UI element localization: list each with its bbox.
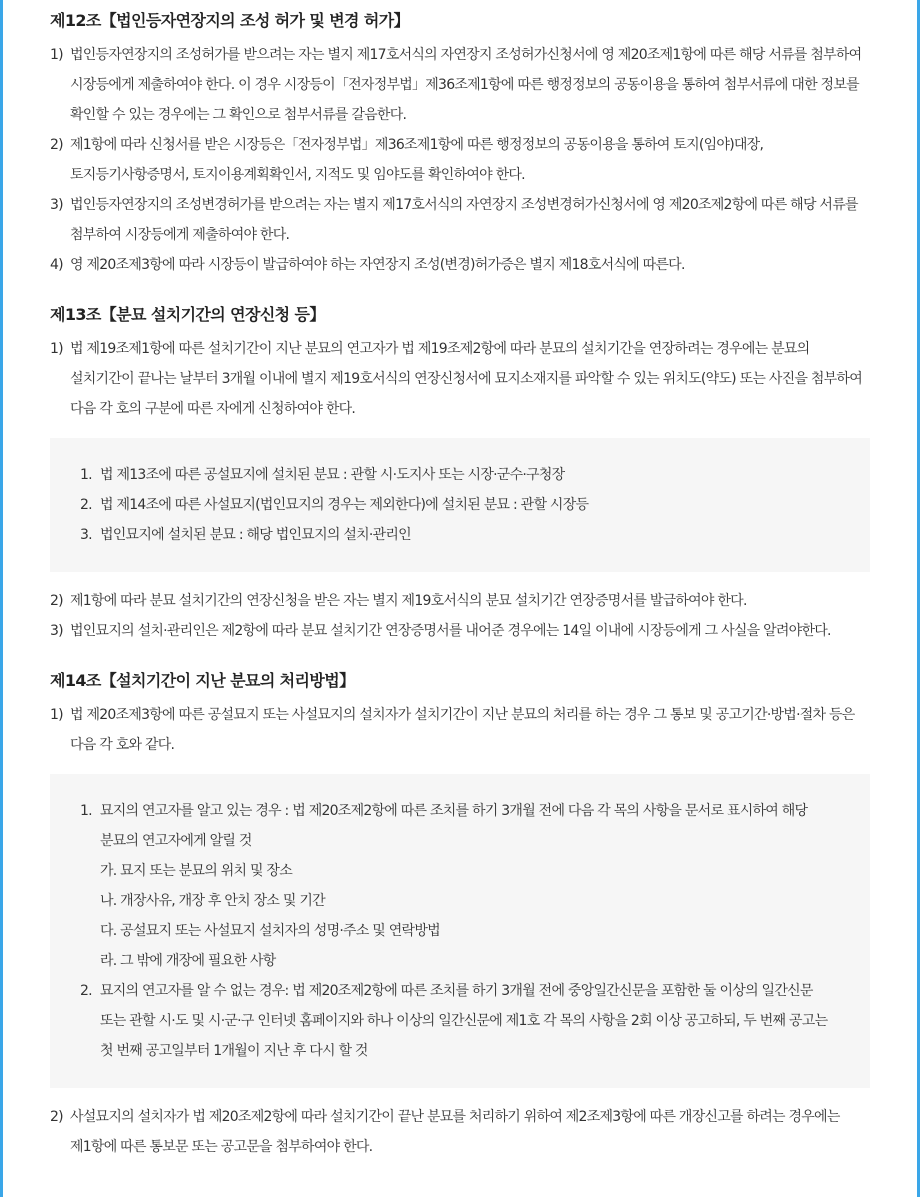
article-14-para-2: 2) 사설묘지의 설치자가 법 제20조제2항에 따라 설치기간이 끝난 분묘를 처리하기 위하여 제2조제3항에 따른 개장신고를 하려는 경우에는 제1항에 따른 통보문 또는 공고문을 첨부하여야 한다.: [50, 1109, 840, 1155]
list-item-text: 묘지의 연고자를 알고 있는 경우 : 법 제20조제2항에 따른 조치를 하기 3개월 전에 다음 각 목의 사항을 문서로 표시하여 해당 분묘의 연고자에게 알릴 것: [100, 803, 808, 849]
article-14-title: 제14조【설치기간이 지난 분묘의 처리방법】: [50, 671, 355, 690]
article-13: [50, 304, 870, 646]
sub-item: 라. 그 밖에 개장에 필요한 사항: [100, 953, 276, 969]
article-12-para-2: 2) 제1항에 따라 신청서를 받은 시장등은「전자정부법」제36조제1항에 따른 행정정보의 공동이용을 통하여 토지(임야)대장, 토지등기사항증명서, 토지이용계획확인서, 지적도 및 임야도를 확인하여야 한다.: [50, 137, 764, 183]
article-13-title: 제13조【분묘 설치기간의 연장신청 등】: [50, 305, 325, 324]
article-12-para-1: 1) 법인등자연장지의 조성허가를 받으려는 자는 별지 제17호서식의 자연장지 조성허가신청서에 영 제20조제1항에 따른 해당 서류를 첨부하여 시장등에게 제출하여야 한다. 이 경우 시장등이「전자정부법」제36조제1항에 따른 행정정보의 공동이용을 통하여 첨부서류에 대한 정보를 확인할 수 있는 경우에는 그 확인으로 첨부서류를 갈음한다.: [50, 47, 862, 123]
sub-item: 나. 개장사유, 개장 후 안치 장소 및 기간: [100, 893, 325, 909]
article-12-para-4: 4) 영 제20조제3항에 따라 시장등이 발급하여야 하는 자연장지 조성(변경)허가증은 별지 제18호서식에 따른다.: [50, 257, 685, 273]
document-page: [3, 0, 917, 1162]
article-13-para-2: 2) 제1항에 따라 분묘 설치기간의 연장신청을 받은 자는 별지 제19호서식의 분묘 설치기간 연장증명서를 발급하여야 한다.: [50, 593, 747, 609]
article-12: [50, 0, 870, 280]
article-12-para-3: 3) 법인등자연장지의 조성변경허가를 받으려는 자는 별지 제17호서식의 자연장지 조성변경허가신청서에 영 제20조제2항에 따른 해당 서류를 첨부하여 시장등에게 제출하여야 한다.: [50, 197, 858, 243]
list-item: 2. 법 제14조에 따른 사설묘지(법인묘지의 경우는 제외한다)에 설치된 분묘 : 관할 시장등: [80, 497, 589, 513]
list-item: 2. 묘지의 연고자를 알 수 없는 경우: 법 제20조제2항에 따른 조치를 하기 3개월 전에 중앙일간신문을 포함한 둘 이상의 일간신문 또는 관할 시·도 및 시·군·구 인터넷 홈페이지와 하나 이상의 일간신문에 제1호 각 목의 사항을 2회 이상 공고하되, 두 번째 공고는 첫 번째 공고일부터 1개월이 지난 후 다시 할 것: [80, 983, 828, 1059]
list-item: 3. 법인묘지에 설치된 분묘 : 해당 법인묘지의 설치·관리인: [80, 527, 411, 543]
article-12-title: 제12조【법인등자연장지의 조성 허가 및 변경 허가】: [50, 11, 409, 30]
list-item: 1. 묘지의 연고자를 알고 있는 경우 : 법 제20조제2항에 따른 조치를 하기 3개월 전에 다음 각 목의 사항을 문서로 표시하여 해당 분묘의 연고자에게 알릴 것 가. 묘지 또는 분묘의 위치 및 장소 나. 개장사유, 개장 후 안치 장소 및 기간 다. 공설묘지 또는 사설묘지 설치자의 성명·주소 및 연락방법 라. 그 밖에 개장에 필요한 사항: [80, 796, 840, 976]
article-14-items-box: [50, 774, 870, 1088]
sub-item: 다. 공설묘지 또는 사설묘지 설치자의 성명·주소 및 연락방법: [100, 923, 440, 939]
article-13-items-box: [50, 438, 870, 572]
article-14-para-1: 1) 법 제20조제3항에 따른 공설묘지 또는 사설묘지의 설치자가 설치기간이 지난 분묘의 처리를 하는 경우 그 통보 및 공고기간·방법·절차 등은 다음 각 호와 같다.: [50, 707, 855, 753]
article-13-para-1: 1) 법 제19조제1항에 따른 설치기간이 지난 분묘의 연고자가 법 제19조제2항에 따라 분묘의 설치기간을 연장하려는 경우에는 분묘의 설치기간이 끝나는 날부터 3개월 이내에 별지 제19호서식의 연장신청서에 묘지소재지를 파악할 수 있는 위치도(약도) 또는 사진을 첨부하여 다음 각 호의 구분에 따른 자에게 신청하여야 한다.: [50, 341, 862, 417]
sub-item: 가. 묘지 또는 분묘의 위치 및 장소: [100, 863, 292, 879]
article-14: [50, 670, 870, 1162]
list-item: 1. 법 제13조에 따른 공설묘지에 설치된 분묘 : 관할 시·도지사 또는 시장·군수·구청장: [80, 467, 565, 483]
article-13-para-3: 3) 법인묘지의 설치·관리인은 제2항에 따라 분묘 설치기간 연장증명서를 내어준 경우에는 14일 이내에 시장등에게 그 사실을 알려야한다.: [50, 623, 831, 639]
